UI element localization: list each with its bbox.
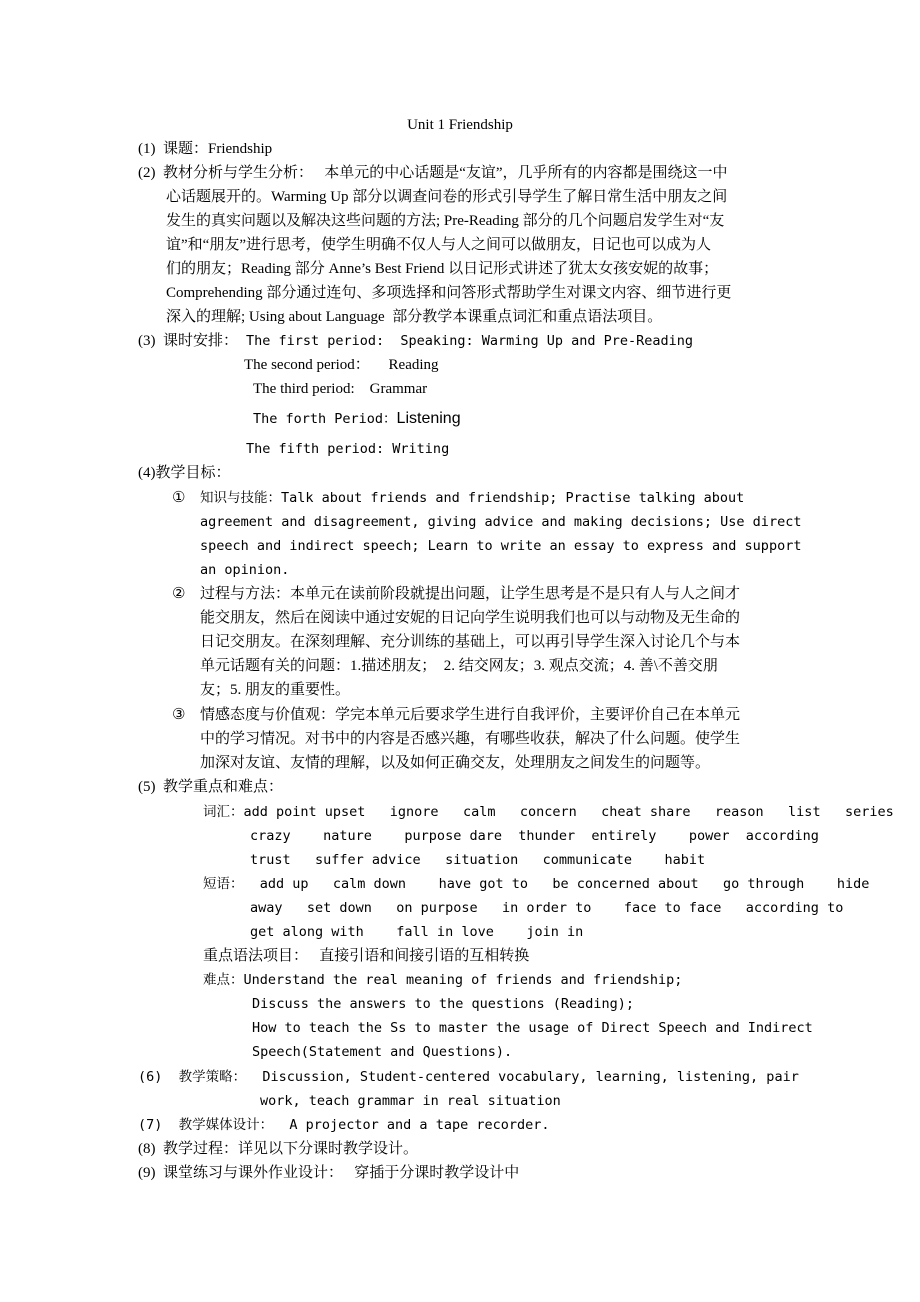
period-3: The third period: Grammar bbox=[253, 381, 428, 397]
section-heading: (5) 教学重点和难点： bbox=[138, 779, 283, 795]
list-marker: ② bbox=[172, 586, 186, 602]
paragraph-line: 心话题展开的。Warming Up 部分以调查问卷的形式引导学生了解日常生活中朋友之间 bbox=[166, 189, 728, 205]
phrase-line: away set down on purpose in order to face to face according to bbox=[250, 900, 844, 916]
vocabulary-line: crazy nature purpose dare thunder entirely power according bbox=[250, 828, 819, 844]
paragraph-line: (2) 教材分析与学生分析： 本单元的中心话题是“友谊”，几乎所有的内容都是围绕这一中 bbox=[138, 165, 728, 181]
period-5: The fifth period: Writing bbox=[246, 441, 450, 457]
objective-line: 友；5. 朋友的重要性。 bbox=[200, 682, 351, 698]
paragraph-line: Comprehending 部分通过连句、多项选择和问答形式帮助学生对课文内容、细节进行更 bbox=[166, 285, 732, 301]
section-heading: (4)教学目标： bbox=[138, 465, 231, 481]
period-2: The second period： Reading bbox=[244, 357, 439, 373]
section-8-process: (8) 教学过程：详见以下分课时教学设计。 bbox=[138, 1141, 418, 1157]
section-1-topic: (1) 课题：Friendship bbox=[138, 141, 273, 157]
objective-line: 日记交朋友。在深刻理解、充分训练的基础上，可以再引导学生深入讨论几个与本 bbox=[200, 634, 741, 650]
difficulty-line: How to teach the Ss to master the usage of Direct Speech and Indirect bbox=[252, 1020, 813, 1036]
difficulty-line: Discuss the answers to the questions (Reading); bbox=[252, 996, 635, 1012]
vocabulary-line: trust suffer advice situation communicate habit bbox=[250, 852, 706, 868]
difficulty-line: Speech(Statement and Questions). bbox=[252, 1044, 513, 1060]
strategy-line: work, teach grammar in real situation bbox=[260, 1093, 561, 1109]
section-heading: (3) 课时安排： bbox=[138, 333, 238, 349]
objective-line: 单元话题有关的问题：1.描述朋友； 2. 结交网友；3. 观点交流；4. 善\不善交朋 bbox=[200, 658, 718, 674]
objective-line: speech and indirect speech; Learn to write an essay to express and support bbox=[200, 538, 802, 554]
phrase-line: 短语： add up calm down have got to be concerned about go through hide bbox=[203, 876, 870, 892]
period-4-label: The forth Period： bbox=[253, 411, 397, 427]
list-marker: ① bbox=[172, 490, 186, 506]
objective-line: 情感态度与价值观：学完本单元后要求学生进行自我评价，主要评价自己在本单元 bbox=[200, 707, 741, 723]
section-9-exercises: (9) 课堂练习与课外作业设计： 穿插于分课时教学设计中 bbox=[138, 1165, 520, 1181]
objective-line: 知识与技能：Talk about friends and friendship; Practise talking about bbox=[200, 490, 745, 506]
strategy-line: (6) 教学策略： Discussion, Student-centered vocabulary, learning, listening, pair bbox=[138, 1069, 799, 1085]
objective-line: agreement and disagreement, giving advice and making decisions; Use direct bbox=[200, 514, 802, 530]
page-title: Unit 1 Friendship bbox=[407, 117, 513, 133]
period-4 bbox=[253, 409, 461, 429]
section-7-media: (7) 教学媒体设计： A projector and a tape recorder. bbox=[138, 1117, 550, 1133]
objective-line: 能交朋友，然后在阅读中通过安妮的日记向学生说明我们也可以与动物及无生命的 bbox=[200, 610, 741, 626]
difficulty-line: 难点：Understand the real meaning of friends and friendship; bbox=[203, 972, 683, 988]
period-4-topic: Listening bbox=[396, 410, 461, 427]
paragraph-line: 们的朋友；Reading 部分 Anne’s Best Friend 以日记形式讲述了犹太女孩安妮的故事； bbox=[166, 261, 719, 277]
phrase-line: get along with fall in love join in bbox=[250, 924, 584, 940]
objective-line: 过程与方法：本单元在读前阶段就提出问题，让学生思考是不是只有人与人之间才 bbox=[200, 586, 741, 602]
objective-line: 加深对友谊、友情的理解，以及如何正确交友，处理朋友之间发生的问题等。 bbox=[200, 755, 711, 771]
vocabulary-line: 词汇：add point upset ignore calm concern cheat share reason list series bbox=[203, 804, 894, 820]
objective-line: an opinion. bbox=[200, 562, 290, 578]
paragraph-line: 深入的理解; Using about Language 部分教学本课重点词汇和重点语法项目。 bbox=[166, 309, 663, 325]
paragraph-line: 谊”和“朋友”进行思考，使学生明确不仅人与人之间可以做朋友，日记也可以成为人 bbox=[166, 237, 711, 253]
period-1: The first period: Speaking: Warming Up and Pre-Reading bbox=[246, 333, 694, 349]
objective-line: 中的学习情况。对书中的内容是否感兴趣，有哪些收获，解决了什么问题。使学生 bbox=[200, 731, 741, 747]
paragraph-line: 发生的真实问题以及解决这些问题的方法; Pre-Reading 部分的几个问题启发学生对“友 bbox=[166, 213, 725, 229]
list-marker: ③ bbox=[172, 707, 186, 723]
grammar-focus: 重点语法项目： 直接引语和间接引语的互相转换 bbox=[203, 948, 530, 964]
